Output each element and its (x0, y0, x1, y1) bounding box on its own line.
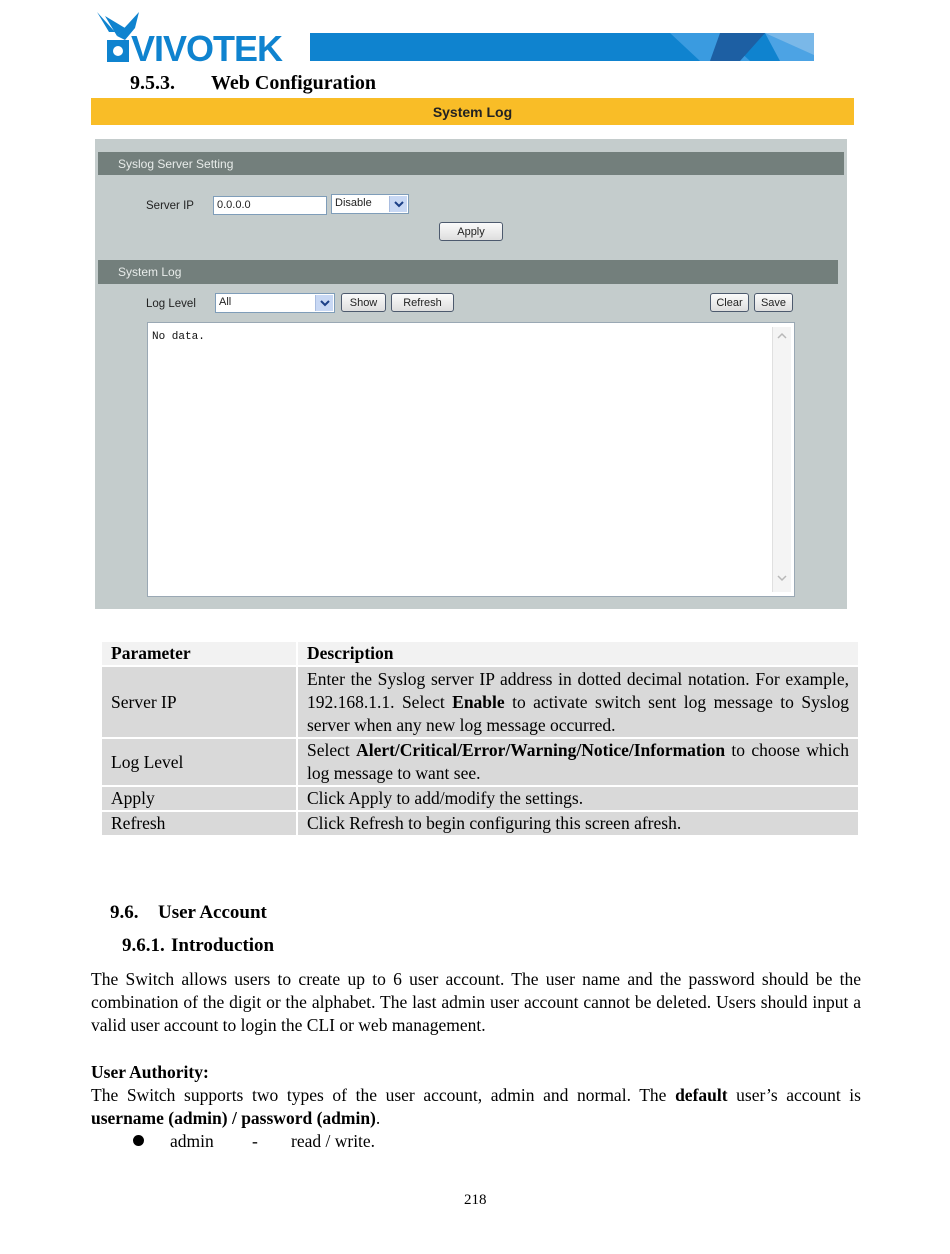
authority-text: user’s account is (727, 1085, 861, 1105)
desc-text: Enter the Syslog server IP address in dotted decimal notation. For example, 192.168.1.1. Select (307, 668, 849, 712)
system-log-section-bar (98, 260, 838, 284)
bullet-icon (133, 1135, 144, 1146)
parameter-table (100, 640, 860, 837)
desc-text: to activate switch sent log message to Syslog server when any new log message occurred. (307, 691, 849, 735)
desc-bold-text: Alert/Critical/Error/Warning/Notice/Information (356, 740, 726, 760)
save-button-label: Save (760, 296, 787, 309)
param-cell: Server IP (101, 666, 297, 738)
log-scrollbar[interactable] (772, 327, 791, 592)
page-number: 218 (464, 1192, 487, 1208)
param-cell: Apply (101, 786, 297, 811)
scroll-down-icon[interactable] (775, 571, 789, 590)
user-authority-text (91, 1084, 861, 1130)
section-96-number: 9.6. (110, 902, 139, 923)
section-961-title: Introduction (171, 935, 275, 956)
bullet-dash: - (252, 1131, 258, 1151)
authority-bold-text: default (675, 1085, 728, 1105)
scroll-up-icon[interactable] (775, 329, 789, 348)
table-header-row (101, 641, 859, 666)
desc-cell (297, 666, 859, 738)
server-ip-value: 0.0.0.0 (217, 199, 251, 211)
table-row (101, 786, 859, 811)
system-log-title: System Log (432, 103, 513, 120)
desc-cell: Click Refresh to begin configuring this screen afresh. (297, 811, 859, 836)
section-961-number: 9.6.1. (122, 935, 165, 956)
chevron-down-icon (315, 295, 333, 311)
header-description: Description (297, 641, 859, 666)
log-textarea[interactable] (147, 322, 795, 597)
bullet-role: admin (170, 1131, 214, 1151)
show-button[interactable] (341, 293, 386, 312)
syslog-mode-value: Disable (335, 197, 372, 209)
system-log-section-title: System Log (118, 265, 182, 279)
show-button-label: Show (349, 296, 378, 309)
system-log-title-bar (91, 98, 854, 125)
section-953-title: Web Configuration (211, 72, 377, 94)
desc-text: to choose which log message to want see. (307, 740, 849, 783)
server-ip-input[interactable] (213, 196, 327, 215)
table-row (101, 738, 859, 786)
log-level-select[interactable] (215, 293, 335, 313)
param-cell: Log Level (101, 738, 297, 786)
clear-button-label: Clear (716, 296, 743, 309)
chevron-down-icon (389, 196, 407, 212)
bullet-rights: read / write. (291, 1131, 376, 1151)
clear-button[interactable] (710, 293, 749, 312)
desc-text: Select (307, 740, 357, 760)
syslog-mode-select[interactable] (331, 194, 409, 214)
refresh-button[interactable] (391, 293, 454, 312)
header-parameter: Parameter (101, 641, 297, 666)
user-authority-heading: User Authority: (91, 1062, 209, 1082)
apply-button-label: Apply (457, 225, 485, 238)
desc-cell: Click Apply to add/modify the settings. (297, 786, 859, 811)
log-level-label: Log Level (146, 298, 196, 310)
log-text: No data. (152, 331, 205, 343)
authority-bold-text: username (admin) / password (admin) (91, 1108, 376, 1128)
desc-cell (297, 738, 859, 786)
syslog-server-section-title: Syslog Server Setting (118, 156, 234, 171)
refresh-button-label: Refresh (403, 296, 442, 309)
apply-button[interactable] (439, 222, 503, 241)
authority-text: The Switch supports two types of the user account, admin and normal. The (91, 1085, 676, 1105)
header-banner (310, 33, 814, 61)
section-953-number: 9.5.3. (130, 72, 175, 94)
desc-bold-text: Enable (452, 691, 505, 712)
log-level-value: All (219, 296, 232, 308)
table-row (101, 811, 859, 836)
syslog-server-section-bar (98, 152, 844, 175)
param-cell: Refresh (101, 811, 297, 836)
server-ip-label: Server IP (146, 200, 194, 212)
table-row (101, 666, 859, 738)
intro-paragraph: The Switch allows users to create up to 6 user account. The user name and the password should be the combination of the digit or the alphabet. The last admin user account cannot be deleted. Users should input a valid user account to login the CLI or web management. (91, 969, 861, 1035)
authority-text: . (375, 1108, 381, 1128)
save-button[interactable] (754, 293, 793, 312)
section-96-title: User Account (158, 902, 267, 923)
brand-wordmark: VIVOTEK (131, 28, 283, 64)
vivotek-logo (95, 10, 305, 64)
